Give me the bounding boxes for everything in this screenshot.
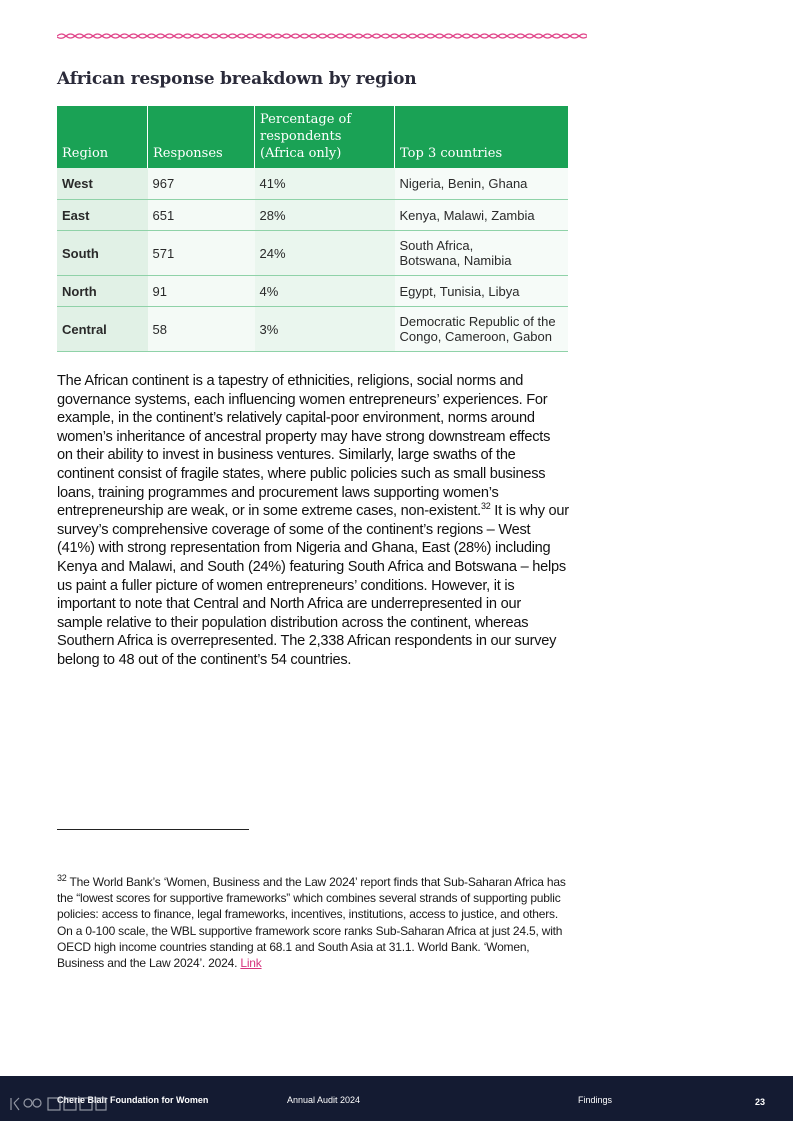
countries-line: Egypt, Tunisia, Libya (399, 283, 520, 299)
header-region: Region (57, 106, 148, 168)
table-row (57, 307, 568, 352)
footnote-reference[interactable]: 32 (480, 501, 491, 512)
countries-line: Congo, Cameroon, Gabon (399, 329, 552, 344)
page-footer (0, 1076, 793, 1121)
header-percentage (255, 106, 395, 168)
percentage-cell: 3% (255, 307, 395, 352)
table-row (57, 168, 568, 200)
responses-cell: 58 (148, 307, 255, 352)
footnote-text: The World Bank’s ‘Women, Business and the Law 2024’ report finds that Sub-Saharan Africa has the “lowest scores for supportive frameworks” which combines several strands of supporting public policies: access to finance, legal frameworks, incentives, institutions, access to justice, and others. On a 0-100 scale, the WBL supportive framework score ranks Sub-Saharan Africa at just 24.5, with OECD high income countries standing at 68.1 and South Asia at 31.1. World Bank. ‘Women, Business and the Law 2024’. 2024. (57, 875, 566, 971)
footnote-number: 32 (57, 873, 67, 883)
region-cell: West (57, 168, 148, 200)
percentage-cell: 4% (255, 276, 395, 307)
region-cell: North (57, 276, 148, 307)
countries-line: South Africa, (399, 238, 474, 253)
footer-organization: Cherie Blair Foundation for Women (57, 1095, 209, 1105)
body-text-part: It is why our survey’s comprehensive coverage of some of the continent’s regions – West (41%) with strong representation from Nigeria and Ghana, East (28%) including Kenya and Malawi, and South (24%) featuring South Africa and Botswana – helps us paint a fuller picture of women entrepreneurs’ conditions. However, it is important to note that Central and North Africa are underrepresented in our sample relative to their population distribution across the continent, whereas Southern Africa is overrepresented. The 2,338 African respondents in our survey belong to 48 out of the continent’s 54 countries. (57, 503, 569, 668)
percentage-cell: 24% (255, 231, 395, 276)
responses-cell: 571 (148, 231, 255, 276)
header-percentage-line: (Africa only) (260, 146, 342, 161)
region-breakdown-table (57, 106, 568, 352)
region-cell: South (57, 231, 148, 276)
footnote-divider (57, 829, 249, 830)
countries-cell (395, 276, 569, 307)
countries-cell (395, 231, 569, 276)
table-row (57, 200, 568, 231)
footnote-link[interactable]: Link (240, 956, 262, 971)
countries-line: Botswana, Namibia (399, 253, 512, 268)
header-responses: Responses (148, 106, 255, 168)
header-countries: Top 3 countries (395, 106, 569, 168)
responses-cell: 91 (148, 276, 255, 307)
countries-cell (395, 307, 569, 352)
table-header-row (57, 106, 568, 168)
percentage-cell: 41% (255, 168, 395, 200)
countries-line: Nigeria, Benin, Ghana (399, 176, 528, 191)
region-cell: East (57, 200, 148, 231)
footer-report-title: Annual Audit 2024 (287, 1095, 361, 1105)
table-row (57, 231, 568, 276)
countries-line: Democratic Republic of the (399, 314, 556, 329)
responses-cell: 967 (148, 168, 255, 200)
footer-section: Findings (578, 1095, 613, 1105)
page-number: 23 (755, 1097, 766, 1107)
section-title: African response breakdown by region (57, 69, 417, 89)
header-percentage-line: Percentage of (260, 112, 352, 127)
percentage-cell: 28% (255, 200, 395, 231)
region-cell: Central (57, 307, 148, 352)
body-text-part: The African continent is a tapestry of ethnicities, religions, social norms and governance systems, each influencing women entrepreneurs’ experiences. For example, in the continent’s relatively capital-poor environment, norms around women’s inheritance of ancestral property may have strong downstream effects on their ability to invest in business ventures. Similarly, large swaths of the continent consist of fragile states, where public policies such as small business loans, training programmes and procurement laws supporting women’s entrepreneurship are weak, or in some extreme cases, non-existent. (57, 373, 551, 520)
countries-cell (395, 168, 569, 200)
countries-line: Kenya, Malawi, Zambia (399, 207, 535, 223)
header-percentage-line: respondents (260, 129, 342, 144)
decorative-wave-border (57, 30, 587, 42)
responses-cell: 651 (148, 200, 255, 231)
table-row (57, 276, 568, 307)
body-paragraph (57, 372, 569, 670)
watermark-logo-icon (8, 1094, 108, 1114)
footnote (57, 874, 569, 971)
countries-cell (395, 200, 569, 231)
